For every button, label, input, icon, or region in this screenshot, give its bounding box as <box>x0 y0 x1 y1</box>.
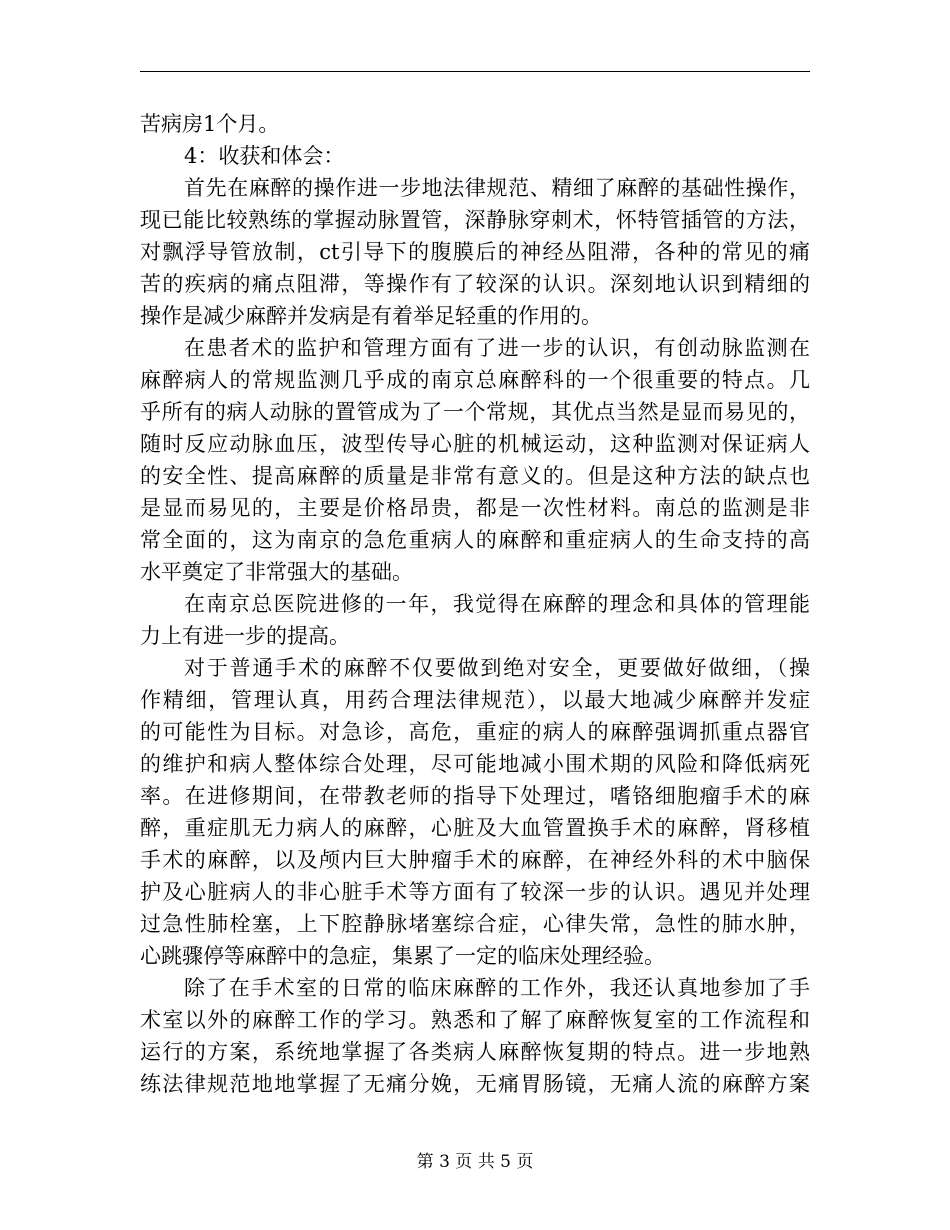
text-line: 麻醉病人的常规监测几乎成的南京总麻醉科的一个很重要的特点。几 <box>140 368 810 392</box>
text-line: 的可能性为目标。对急诊，高危，重症的病人的麻醉强调抓重点器官 <box>140 720 810 744</box>
document-body <box>140 108 810 1100</box>
text-line: 在南京总医院进修的一年，我觉得在麻醉的理念和具体的管理能 <box>184 592 810 616</box>
text-line: 乎所有的病人动脉的置管成为了一个常规，其优点当然是显而易见的， <box>140 400 810 424</box>
text-line: 率。在进修期间，在带教老师的指导下处理过，嗜铬细胞瘤手术的麻 <box>140 784 810 808</box>
text-line: 作精细，管理认真，用药合理法律规范），以最大地减少麻醉并发症 <box>140 688 810 712</box>
text-line: 的维护和病人整体综合处理，尽可能地减小围术期的风险和降低病死 <box>140 752 810 776</box>
text-line: 心跳骤停等麻醉中的急症，集累了一定的临床处理经验。 <box>140 944 665 968</box>
text-line: 随时反应动脉血压，波型传导心脏的机械运动，这种监测对保证病人 <box>140 432 810 456</box>
text-line: 醉，重症肌无力病人的麻醉，心脏及大血管置换手术的麻醉，肾移植 <box>140 816 810 840</box>
header-rule <box>140 71 810 72</box>
text-line: 练法律规范地地掌握了无痛分娩，无痛胃肠镜，无痛人流的麻醉方案 <box>140 1072 810 1096</box>
text-line: 常全面的，这为南京的急危重病人的麻醉和重症病人的生命支持的高 <box>140 528 810 552</box>
text-line: 苦的疾病的痛点阻滞，等操作有了较深的认识。深刻地认识到精细的 <box>140 272 810 296</box>
section-heading: 4：收获和体会： <box>184 144 345 168</box>
text-line: 操作是减少麻醉并发病是有着举足轻重的作用的。 <box>140 304 602 328</box>
text-line: 护及心脏病人的非心脏手术等方面有了较深一步的认识。遇见并处理 <box>140 880 810 904</box>
text-line: 对于普通手术的麻醉不仅要做到绝对安全，更要做好做细，（操 <box>184 656 810 680</box>
text-line: 苦病房1个月。 <box>140 112 280 136</box>
text-line: 力上有进一步的提高。 <box>140 624 350 648</box>
text-line: 的安全性、提高麻醉的质量是非常有意义的。但是这种方法的缺点也 <box>140 464 810 488</box>
text-line: 首先在麻醉的操作进一步地法律规范、精细了麻醉的基础性操作， <box>184 176 810 200</box>
text-line: 现已能比较熟练的掌握动脉置管，深静脉穿刺术，怀特管插管的方法， <box>140 208 810 232</box>
text-line: 运行的方案，系统地掌握了各类病人麻醉恢复期的特点。进一步地熟 <box>140 1040 810 1064</box>
text-line: 过急性肺栓塞，上下腔静脉堵塞综合症，心律失常，急性的肺水肿， <box>140 912 810 936</box>
text-line: 在患者术的监护和管理方面有了进一步的认识，有创动脉监测在 <box>184 336 810 360</box>
text-line: 对飘浮导管放制，ct引导下的腹膜后的神经丛阻滞，各种的常见的痛 <box>140 240 810 264</box>
text-line: 除了在手术室的日常的临床麻醉的工作外，我还认真地参加了手 <box>184 976 810 1000</box>
text-line: 水平奠定了非常强大的基础。 <box>140 560 413 584</box>
text-line: 是显而易见的，主要是价格昂贵，都是一次性材料。南总的监测是非 <box>140 496 810 520</box>
text-line: 手术的麻醉，以及颅内巨大肿瘤手术的麻醉，在神经外科的术中脑保 <box>140 848 810 872</box>
text-line: 术室以外的麻醉工作的学习。熟悉和了解了麻醉恢复室的工作流程和 <box>140 1008 810 1032</box>
page-number: 第 3 页 共 5 页 <box>416 1152 534 1172</box>
